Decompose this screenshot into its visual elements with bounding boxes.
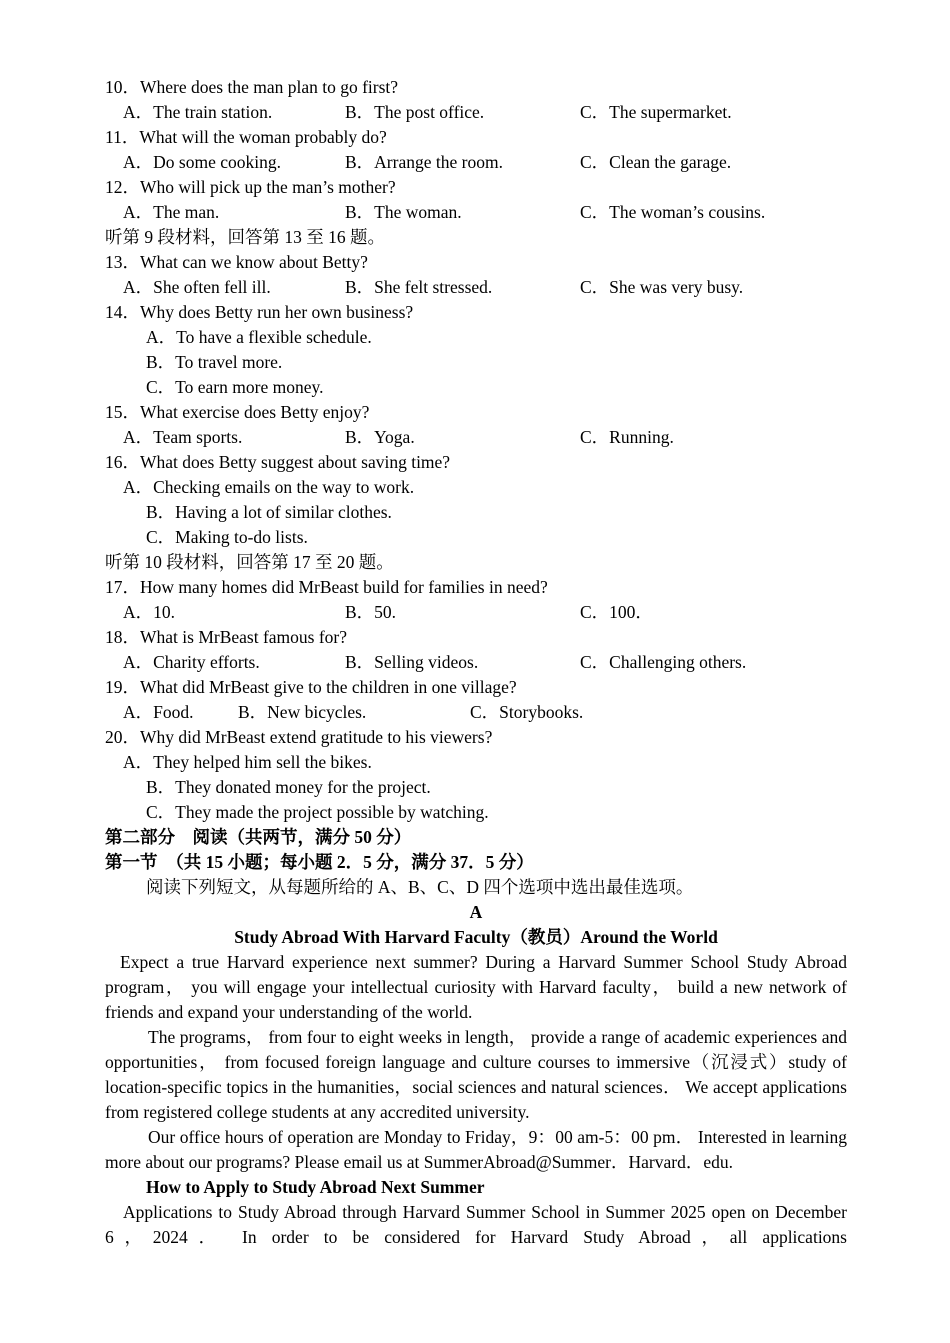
option-item: C．She was very busy. — [580, 277, 744, 297]
option-item: B．50. — [345, 602, 397, 622]
passage-title: Study Abroad With Harvard Faculty（教员）Around the World — [234, 927, 718, 947]
reading-instruction: 阅读下列短文，从每题所给的 A、B、C、D 四个选项中选出最佳选项。 — [146, 877, 694, 897]
options-row — [105, 650, 847, 675]
passage-body — [105, 950, 847, 1250]
passage-paragraph: Expect a true Harvard experience next summer? During a Harvard Summer School Study Abroad program， you will engage your intellectual curiosity with Harvard faculty， build a new network of friends and expand your understanding of the world. — [105, 952, 847, 1022]
options-row — [105, 700, 847, 725]
option-item: A．She often fell ill. — [123, 277, 271, 297]
question-line: 18．What is MrBeast famous for? — [105, 627, 348, 647]
option-item: B．The woman. — [345, 202, 462, 222]
listening-questions — [105, 75, 847, 825]
option-item: A．Do some cooking. — [123, 152, 281, 172]
option-item: B．She felt stressed. — [345, 277, 493, 297]
option-item: C．They made the project possible by watching. — [146, 802, 489, 822]
passage-label: A — [469, 902, 483, 922]
option-item: A．The train station. — [123, 102, 273, 122]
option-item: B．Arrange the room. — [345, 152, 503, 172]
options-row — [105, 100, 847, 125]
question-line: 11．What will the woman probably do? — [105, 127, 387, 147]
options-row — [105, 150, 847, 175]
option-item: C．The supermarket. — [580, 102, 732, 122]
option-item: B．Selling videos. — [345, 652, 479, 672]
option-item: A．Checking emails on the way to work. — [123, 477, 415, 497]
options-row — [105, 275, 847, 300]
passage-paragraph: The programs， from four to eight weeks in length， provide a range of academic experiences and opportunities， from focused foreign language and culture courses to immersive（沉浸式）study of location-specific topics in the humanities，social sciences and natural sciences． We accept applications from registered college students at any accredited university. — [105, 1027, 847, 1122]
option-item: B．New bicycles. — [238, 702, 367, 722]
option-item: C．Storybooks. — [470, 702, 584, 722]
option-item: B．They donated money for the project. — [146, 777, 431, 797]
passage-subheading: How to Apply to Study Abroad Next Summer — [146, 1177, 485, 1197]
question-line: 17．How many homes did MrBeast build for families in need? — [105, 577, 548, 597]
question-line: 13．What can we know about Betty? — [105, 252, 368, 272]
reading-section — [105, 825, 847, 1250]
option-item: C．Clean the garage. — [580, 152, 732, 172]
section1-header: 第一节 （共 15 小题；每小题 2．5 分，满分 37．5 分） — [105, 852, 534, 872]
option-item: A．10. — [123, 602, 176, 622]
material-instruction: 听第 9 段材料，回答第 13 至 16 题。 — [105, 227, 385, 247]
question-line: 15．What exercise does Betty enjoy? — [105, 402, 370, 422]
option-item: B．Having a lot of similar clothes. — [146, 502, 392, 522]
question-line: 20．Why did MrBeast extend gratitude to his viewers? — [105, 727, 493, 747]
options-row — [105, 200, 847, 225]
option-item: B．Yoga. — [345, 427, 415, 447]
option-item: C．The woman’s cousins. — [580, 202, 766, 222]
question-line: 14．Why does Betty run her own business? — [105, 302, 414, 322]
option-item: B．To travel more. — [146, 352, 283, 372]
question-line: 16．What does Betty suggest about saving time? — [105, 452, 451, 472]
option-item: B．The post office. — [345, 102, 485, 122]
option-item: A．They helped him sell the bikes. — [123, 752, 372, 772]
passage-paragraph: Our office hours of operation are Monday to Friday，9：00 am-5：00 pm． Interested in learning more about our programs? Please email us at SummerAbroad@Summer．Harvard．edu. — [105, 1127, 847, 1172]
material-instruction: 听第 10 段材料，回答第 17 至 20 题。 — [105, 552, 394, 572]
option-item: A．The man. — [123, 202, 220, 222]
option-item: C．Making to-do lists. — [146, 527, 308, 547]
option-item: A．Charity efforts. — [123, 652, 260, 672]
option-item: C．To earn more money. — [146, 377, 324, 397]
question-line: 19．What did MrBeast give to the children in one village? — [105, 677, 517, 697]
question-line: 12．Who will pick up the man’s mother? — [105, 177, 396, 197]
question-line: 10．Where does the man plan to go first? — [105, 77, 399, 97]
part2-header: 第二部分 阅读（共两节，满分 50 分） — [105, 827, 412, 847]
options-row — [105, 425, 847, 450]
options-row — [105, 600, 847, 625]
option-item: C．Running. — [580, 427, 674, 447]
option-item: A．Food. — [123, 702, 194, 722]
passage-paragraph: Applications to Study Abroad through Harvard Summer School in Summer 2025 open on December 6，2024． In order to be considered for Harvard Study Abroad，all applications — [105, 1202, 847, 1247]
option-item: A．Team sports. — [123, 427, 243, 447]
option-item: C．100． — [580, 602, 653, 622]
option-item: C．Challenging others. — [580, 652, 747, 672]
option-item: A．To have a flexible schedule. — [146, 327, 372, 347]
